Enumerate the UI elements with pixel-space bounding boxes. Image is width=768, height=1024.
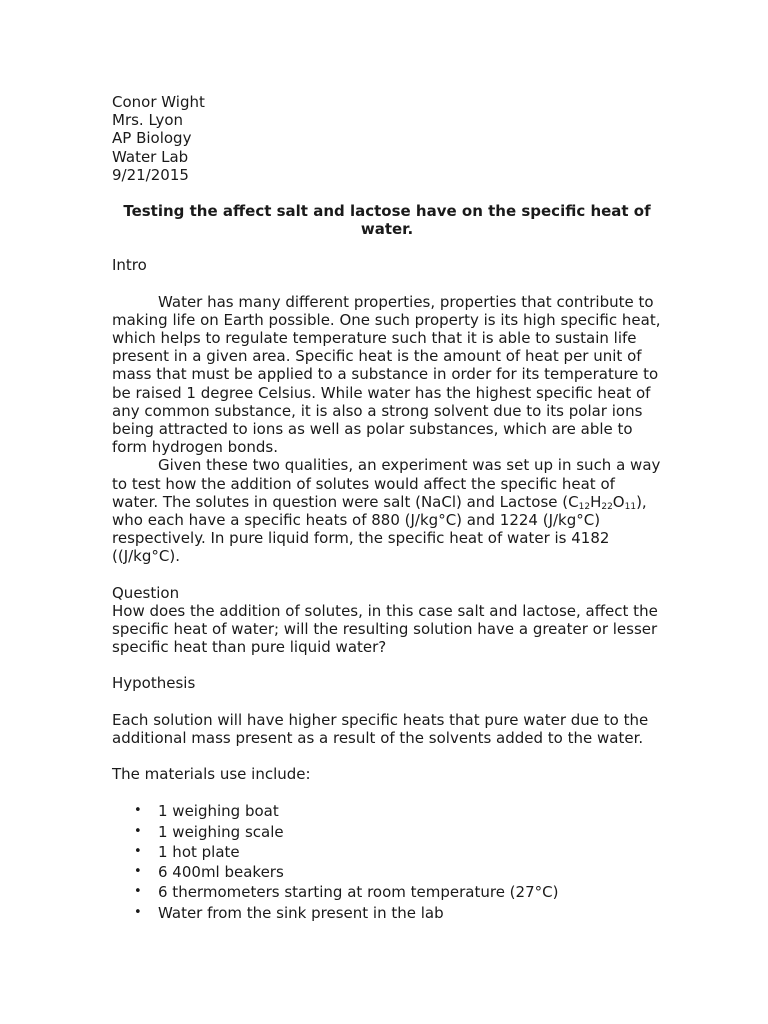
list-item [112,822,662,842]
spacer [112,693,662,711]
header-block [112,93,662,184]
intro-paragraph-2-text-b: ), who each have a specific heats of 880 (J/kg°C) and 1224 (J/kg°C) respectively. In pure liquid form, the specific heat of water is 4182 ((J/kg°C). [112,492,647,566]
intro-paragraph-2-text-a: Given these two qualities, an experiment was set up in such a way to test how the addition of solutes would affect the specific heat of water. The solutes in question were salt (NaCl) and Lactose (C [112,456,661,511]
spacer [112,275,662,293]
spacer [112,656,662,674]
document-date: 9/21/2015 [112,165,189,184]
intro-paragraph-1: Water has many different properties, properties that contribute to making life on Earth possible. One such property is its high specific heat, which helps to regulate temperature such that it is able to sustain life present in a given area. Specific heat is the amount of heat per unit of mass that must be applied to a substance in order for its temperature to be raised 1 degree Celsius. While water has the highest specific heat of any common substance, it is also a strong solvent due to its polar ions being attracted to ions as well as polar substances, which are able to form hydrogen bonds. [112,292,661,457]
spacer [112,783,662,801]
bullet-icon: • [134,884,142,900]
hypothesis-heading: Hypothesis [112,674,196,693]
list-item [112,801,662,821]
hydrogen-subscript: 22 [601,501,613,512]
bullet-icon: • [134,864,142,880]
course-name: AP Biology [112,129,192,148]
list-item-text: 1 weighing boat [158,802,279,821]
intro-paragraph-2 [112,456,662,565]
teacher-name: Mrs. Lyon [112,111,184,130]
materials-list [112,801,662,923]
list-item [112,882,662,902]
bullet-icon: • [134,843,142,859]
author-name: Conor Wight [112,93,205,111]
spacer [112,566,662,584]
list-item-text: 1 hot plate [158,842,240,861]
intro-heading: Intro [112,256,147,275]
assignment-name: Water Lab [112,147,189,166]
question-heading: Question [112,583,180,602]
carbon-subscript: 12 [578,501,591,512]
question-text: How does the addition of solutes, in this case salt and lactose, affect the specific heat of water; will the resulting solution have a greater or lesser specific heat than pure liquid water? [112,601,658,657]
list-item [112,903,662,923]
document-title: Testing the affect salt and lactose have on the specific heat of water. [123,202,651,239]
list-item [112,842,662,862]
list-item-text: 6 thermometers starting at room temperature (27°C) [158,883,559,902]
list-item-text: 6 400ml beakers [158,863,284,882]
list-item-text: 1 weighing scale [158,822,284,841]
hypothesis-text: Each solution will have higher specific heats that pure water due to the additional mass present as a result of the solvents added to the water. [112,710,649,747]
materials-intro: The materials use include: [112,765,311,784]
bullet-icon: • [134,823,142,839]
bullet-icon: • [134,904,142,920]
bullet-icon: • [134,803,142,819]
hydrogen-symbol: H [590,492,602,511]
oxygen-symbol: O [612,492,625,511]
list-item-text: Water from the sink present in the lab [158,903,444,922]
spacer [112,747,662,765]
list-item [112,862,662,882]
oxygen-subscript: 11 [624,501,637,512]
